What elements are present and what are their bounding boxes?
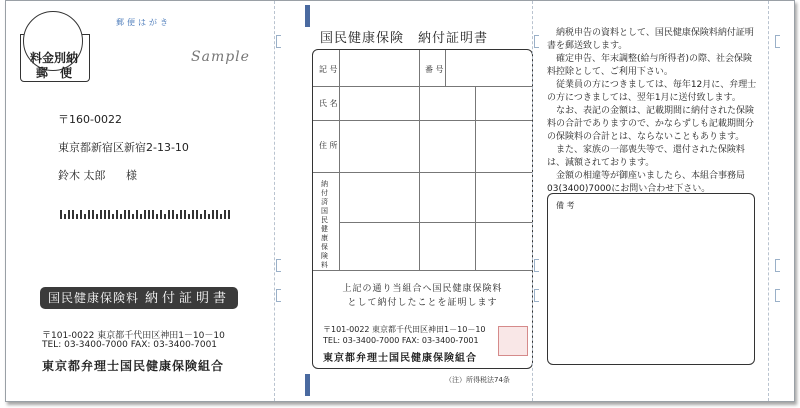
barcode-bar bbox=[100, 210, 102, 219]
barcode-bar bbox=[108, 210, 110, 219]
issuer-address: 〒101-0022 東京都千代田区神田1－10－10 bbox=[323, 325, 486, 334]
remarks-label: 備 考 bbox=[556, 201, 575, 210]
recipient-honorific: 様 bbox=[126, 169, 137, 182]
barcode-bar bbox=[128, 210, 130, 219]
certificate-panel bbox=[274, 1, 533, 401]
margin-strip bbox=[768, 1, 795, 401]
sender-contact: TEL: 03-3400-7000 FAX: 03-3400-7001 bbox=[42, 340, 218, 350]
recipient-zip: 〒160-0022 bbox=[58, 113, 122, 126]
certificate-statement bbox=[313, 282, 532, 310]
postcard-address-panel bbox=[6, 1, 274, 401]
barcode-bar bbox=[124, 210, 126, 219]
barcode-bar bbox=[76, 214, 78, 219]
barcode-bar bbox=[228, 210, 230, 219]
certificate-box bbox=[312, 49, 533, 369]
barcode-bar bbox=[196, 210, 198, 219]
label-address: 住 所 bbox=[319, 141, 338, 150]
barcode-bar bbox=[72, 210, 74, 219]
postcard-label: 郵便はがき bbox=[116, 18, 171, 27]
recipient-name: 鈴木 太郎 bbox=[58, 169, 106, 182]
barcode-bar bbox=[88, 210, 90, 219]
barcode-bar bbox=[120, 214, 122, 219]
barcode-bar bbox=[204, 210, 206, 219]
binding-mark-top bbox=[305, 5, 310, 27]
barcode-bar bbox=[200, 214, 202, 219]
statement-line1: 上記の通り当組合へ国民健康保険料 bbox=[342, 284, 503, 294]
barcode-bar bbox=[192, 210, 194, 219]
label-kigo: 記 号 bbox=[319, 65, 338, 74]
barcode-bar bbox=[116, 210, 118, 219]
official-seal bbox=[498, 326, 528, 356]
row-name bbox=[313, 86, 532, 121]
notes-text bbox=[547, 27, 761, 196]
barcode-bar bbox=[160, 210, 162, 219]
barcode-bar bbox=[156, 214, 158, 219]
statement-line2: として納付したことを証明します bbox=[347, 298, 498, 308]
tax-law-footnote: （注）所得税法74条 bbox=[445, 376, 510, 384]
certificate-title: 国民健康保険 納付証明書 bbox=[319, 31, 488, 46]
banner-big-text: 納付証明書 bbox=[145, 291, 231, 306]
sender-organization: 東京都弁理士国民健康保険組合 bbox=[42, 359, 225, 373]
note-paragraph-6: 金額の相違等が御座いましたら、本組合事務局03(3400)7000にお問い合わせ下さい。 bbox=[547, 171, 746, 194]
paid-subrow bbox=[339, 172, 532, 223]
sample-watermark: Sample bbox=[191, 49, 250, 65]
barcode-bar bbox=[184, 210, 186, 219]
sender-address: 〒101-0022 東京都千代田区神田1－10－10 bbox=[42, 331, 225, 341]
barcode-bar bbox=[96, 214, 98, 219]
barcode-bar bbox=[60, 210, 62, 219]
fold-mark-right-mid bbox=[534, 259, 539, 272]
fold-mark-1 bbox=[775, 35, 780, 48]
note-paragraph-1: 納税申告の資料として、国民健康保険料納付証明書を郵送致します。 bbox=[547, 28, 754, 51]
label-name: 氏 名 bbox=[319, 99, 338, 108]
barcode-bar bbox=[104, 210, 106, 219]
fold-mark-right-top bbox=[534, 35, 539, 48]
remarks-box bbox=[547, 193, 755, 365]
issuer-organization: 東京都弁理士国民健康保険組合 bbox=[323, 353, 477, 364]
barcode-bar bbox=[216, 210, 218, 219]
barcode-bar bbox=[176, 214, 178, 219]
note-paragraph-5: また、家族の一部喪失等で、還付された保険料は、減額されております。 bbox=[547, 145, 745, 168]
note-paragraph-2: 確定申告、年末調整(給与所得者)の際、社会保険料控除として、ご利用下さい。 bbox=[547, 54, 753, 77]
label-paid: 納付済国民健康保険料 bbox=[321, 180, 328, 269]
fold-mark-3 bbox=[775, 289, 780, 302]
row-address bbox=[313, 120, 532, 173]
stamp-line1: 料金別納 bbox=[29, 51, 78, 65]
barcode-bar bbox=[112, 214, 114, 219]
certificate-banner bbox=[40, 287, 238, 309]
postcard-sheet bbox=[5, 0, 795, 402]
note-paragraph-3: 従業員の方につきましては、毎年12月に、弁理士の方につきましては、翌年1月に送付致します。 bbox=[547, 80, 757, 103]
barcode-bar bbox=[224, 210, 226, 219]
bango-divider bbox=[445, 50, 446, 86]
barcode-bar bbox=[64, 214, 66, 219]
barcode-bar bbox=[172, 210, 174, 219]
barcode-bar bbox=[132, 214, 134, 219]
fold-mark-left-bottom bbox=[276, 289, 281, 302]
barcode-bar bbox=[140, 214, 142, 219]
barcode-bar bbox=[208, 214, 210, 219]
barcode-bar bbox=[80, 210, 82, 219]
barcode-bar bbox=[144, 210, 146, 219]
notes-panel bbox=[532, 1, 769, 401]
barcode-bar bbox=[212, 210, 214, 219]
row-kigo bbox=[313, 50, 532, 87]
note-paragraph-4: なお、表記の金額は、記載期間に納付された保険料の合計でありますので、かならずしも記載期間分の保険料の合計とは、ならないこともあります。 bbox=[547, 106, 755, 142]
binding-mark-bottom bbox=[305, 374, 310, 396]
issuer-contact: TEL: 03-3400-7000 FAX: 03-3400-7001 bbox=[323, 336, 479, 345]
barcode-bar bbox=[152, 210, 154, 219]
barcode-bar bbox=[180, 210, 182, 219]
label-bango: 番 号 bbox=[425, 65, 444, 74]
barcode-bar bbox=[68, 210, 70, 219]
barcode-bar bbox=[164, 214, 166, 219]
postage-stamp-text bbox=[24, 51, 84, 81]
fold-mark-left-mid bbox=[276, 259, 281, 272]
barcode-bar bbox=[136, 210, 138, 219]
recipient-address: 東京都新宿区新宿2-13-10 bbox=[58, 141, 189, 154]
barcode-bar bbox=[188, 214, 190, 219]
kigo-divider bbox=[419, 50, 420, 86]
barcode-bar bbox=[84, 214, 86, 219]
fold-mark-2 bbox=[775, 259, 780, 272]
barcode-bar bbox=[168, 210, 170, 219]
barcode-bar bbox=[220, 214, 222, 219]
banner-small-text: 国民健康保険料 bbox=[47, 291, 139, 305]
fold-mark-left-top bbox=[276, 35, 281, 48]
customer-barcode bbox=[60, 210, 232, 219]
barcode-bar bbox=[92, 210, 94, 219]
barcode-bar bbox=[148, 210, 150, 219]
stamp-line2: 郵 便 bbox=[35, 66, 72, 80]
fold-mark-right-bottom bbox=[534, 289, 539, 302]
